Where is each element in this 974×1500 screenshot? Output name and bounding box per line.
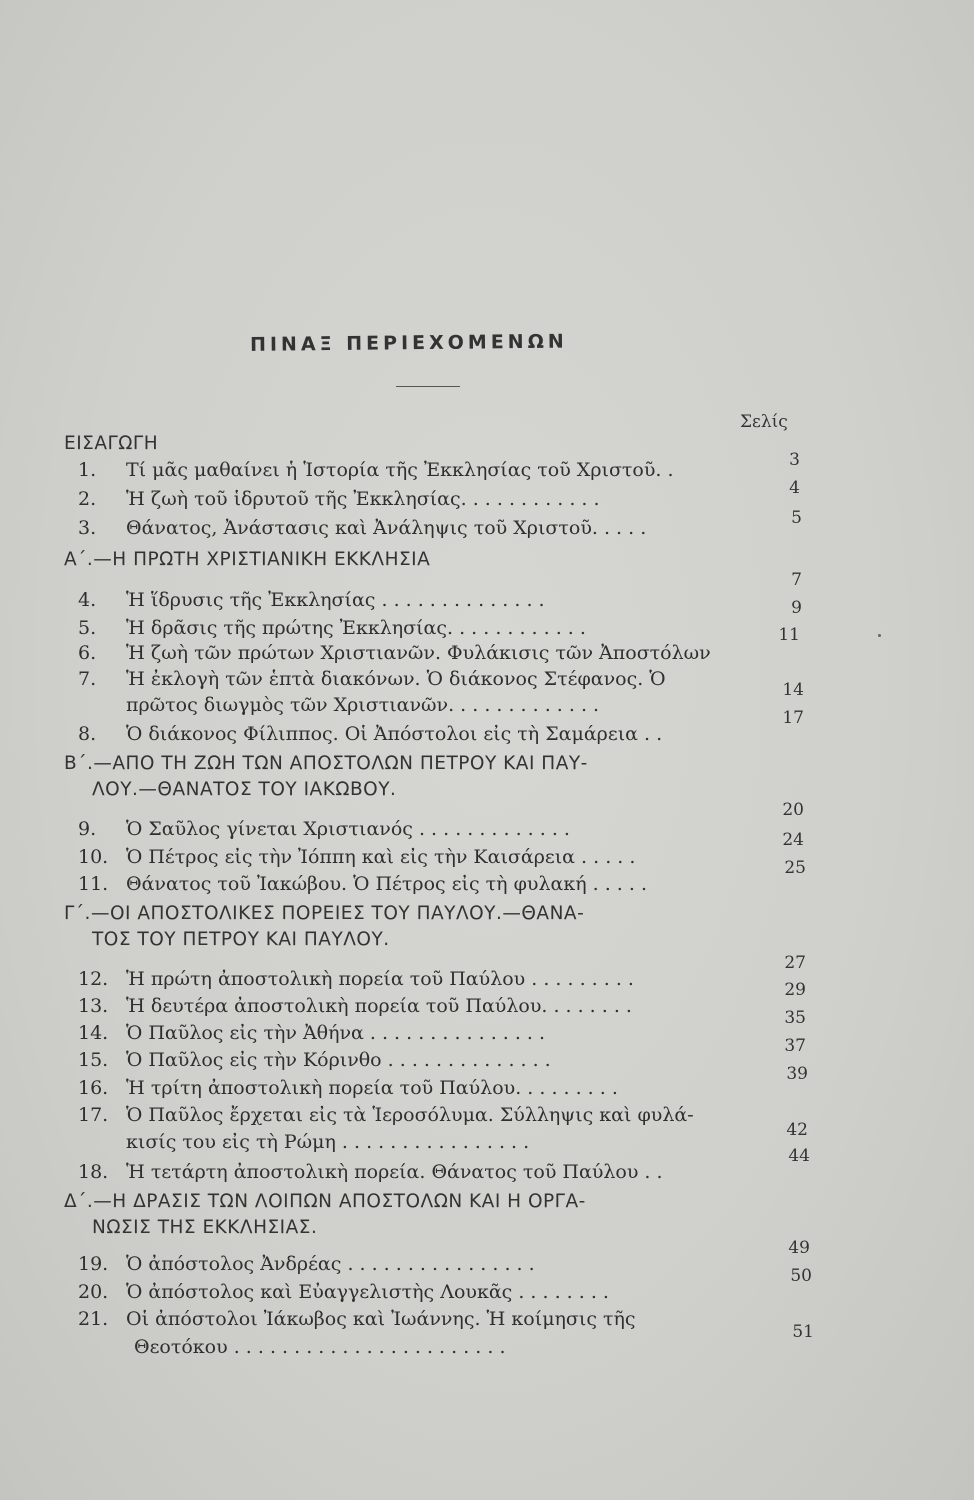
entry-number: 4. [78, 589, 97, 611]
dust-speck [878, 634, 881, 637]
entry-text: Ἡ δρᾶσις τῆς πρώτης Ἐκκλησίας. . . . . . . . . . . . [126, 617, 586, 639]
section-heading-b-cont: ΛΟΥ.—ΘΑΝΑΤΟΣ ΤΟΥ ΙΑΚΩΒΟΥ. [92, 779, 397, 800]
entry-text: Ὁ ἀπόστολος καὶ Εὐαγγελιστὴς Λουκᾶς . . . . . . . . [126, 1281, 609, 1303]
entry-text: πρῶτος διωγμὸς τῶν Χριστιανῶν. . . . . . . . . . . . . [126, 694, 600, 716]
entry-page: 17 [782, 708, 804, 728]
toc-entry [78, 1076, 618, 1100]
toc-entry [78, 872, 647, 896]
entry-text: Ἡ ἵδρυσις τῆς Ἐκκλησίας . . . . . . . . . . . . . . [126, 589, 545, 611]
toc-entry [78, 994, 632, 1018]
entry-page: 35 [784, 1008, 806, 1028]
toc-entry [78, 1160, 663, 1184]
entry-text: Ἡ πρώτη ἀποστολικὴ πορεία τοῦ Παύλου . . . . . . . . . [126, 968, 634, 990]
entry-number: 9. [78, 818, 97, 840]
section-heading-d-cont: ΝΩΣΙΣ ΤΗΣ ΕΚΚΛΗΣΙΑΣ. [92, 1217, 318, 1238]
toc-entry [78, 1103, 694, 1127]
toc-entry [78, 1252, 535, 1276]
entry-text: Θεοτόκου . . . . . . . . . . . . . . . . . . . . . . . [134, 1336, 506, 1358]
toc-entry-continuation [134, 1335, 506, 1359]
section-heading-intro: ΕΙΣΑΓΩΓΗ [64, 433, 159, 454]
toc-entry [78, 845, 635, 869]
entry-text: Ὁ Πέτρος εἰς τὴν Ἰόππη καὶ εἰς τὴν Καισάρεια . . . . . [126, 846, 636, 868]
entry-page: 24 [782, 830, 804, 850]
toc-entry [78, 616, 586, 640]
toc-entry [78, 641, 711, 665]
entry-text: Τί μᾶς μαθαίνει ἡ Ἱστορία τῆς Ἐκκλησίας τοῦ Χριστοῦ. . [126, 459, 674, 481]
entry-number: 6. [78, 642, 97, 664]
section-heading-a: Α΄.—Η ΠΡΩΤΗ ΧΡΙΣΤΙΑΝΙΚΗ ΕΚΚΛΗΣΙΑ [64, 549, 431, 570]
entry-page: 39 [786, 1064, 808, 1084]
entry-text: Ἡ δευτέρα ἀποστολικὴ πορεία τοῦ Παύλου. . . . . . . . [126, 995, 632, 1017]
section-heading-d: Δ΄.—Η ΔΡΑΣΙΣ ΤΩΝ ΛΟΙΠΩΝ ΑΠΟΣΤΟΛΩΝ ΚΑΙ Η ΟΡΓΑ- [64, 1191, 586, 1212]
entry-number: 13. [78, 995, 109, 1017]
entry-number: 20. [78, 1281, 109, 1303]
page-title: ΠΙΝΑΞ ΠΕΡΙΕΧΟΜΕΝΩΝ [249, 330, 568, 356]
entry-text: κισίς του εἰς τὴ Ρώμη . . . . . . . . . . . . . . . . [126, 1131, 530, 1153]
entry-text: Ὁ Παῦλος εἰς τὴν Ἀθήνα . . . . . . . . . . . . . . . [126, 1022, 546, 1044]
entry-number: 17. [78, 1104, 109, 1126]
section-heading-c-cont: ΤΟΣ ΤΟΥ ΠΕΤΡΟΥ ΚΑΙ ΠΑΥΛΟΥ. [92, 929, 390, 950]
entry-text: Θάνατος τοῦ Ἰακώβου. Ὁ Πέτρος εἰς τὴ φυλακή . . . . . [126, 873, 647, 895]
toc-entry-continuation [126, 693, 599, 717]
entry-page: 3 [789, 450, 800, 470]
entry-text: Ἡ τρίτη ἀποστολικὴ πορεία τοῦ Παύλου. . . . . . . . . [126, 1077, 618, 1099]
toc-entry [78, 1048, 551, 1072]
toc-entry [78, 1021, 545, 1045]
entry-page: 11 [778, 625, 800, 645]
entry-text: Θάνατος, Ἀνάστασις καὶ Ἀνάληψις τοῦ Χριστοῦ. . . . . [126, 517, 647, 539]
toc-entry [78, 487, 600, 511]
toc-entry [78, 1307, 636, 1331]
entry-text: Ὁ Παῦλος ἔρχεται εἰς τὰ Ἱεροσόλυμα. Σύλληψις καὶ φυλά- [126, 1104, 694, 1126]
entry-number: 19. [78, 1253, 109, 1275]
entry-text: Ὁ Παῦλος εἰς τὴν Κόρινθο . . . . . . . . . . . . . . [126, 1049, 551, 1071]
entry-number: 15. [78, 1049, 109, 1071]
toc-entry [78, 458, 674, 482]
entry-number: 7. [78, 668, 97, 690]
entry-page: 20 [782, 800, 804, 820]
entry-text: Ἡ ζωὴ τῶν πρώτων Χριστιανῶν. Φυλάκισις τῶν Ἀποστόλων [126, 642, 711, 664]
entry-page: 37 [784, 1036, 806, 1056]
entry-number: 2. [78, 488, 97, 510]
entry-number: 11. [78, 873, 109, 895]
entry-page: 42 [786, 1120, 808, 1140]
toc-entry-continuation [126, 1130, 529, 1154]
entry-text: Ὁ διάκονος Φίλιππος. Οἱ Ἀπόστολοι εἰς τὴ Σαμάρεια . . [126, 723, 663, 745]
entry-text: Οἱ ἀπόστολοι Ἰάκωβος καὶ Ἰωάννης. Ἡ κοίμησις τῆς [126, 1308, 636, 1330]
entry-text: Ἡ ἐκλογὴ τῶν ἑπτὰ διακόνων. Ὁ διάκονος Στέφανος. Ὁ [126, 668, 666, 690]
entry-page: 5 [791, 508, 802, 528]
entry-number: 5. [78, 617, 97, 639]
entry-number: 16. [78, 1077, 109, 1099]
entry-number: 21. [78, 1308, 109, 1330]
entry-number: 3. [78, 517, 97, 539]
toc-entry [78, 1280, 609, 1304]
entry-page: 7 [791, 570, 802, 590]
entry-text: Ὁ Σαῦλος γίνεται Χριστιανός . . . . . . . . . . . . . [126, 818, 570, 840]
toc-entry [78, 516, 646, 540]
toc-entry [78, 967, 634, 991]
entry-number: 1. [78, 459, 97, 481]
entry-number: 8. [78, 723, 97, 745]
entry-text: Ἡ τετάρτη ἀποστολικὴ πορεία. Θάνατος τοῦ Παύλου . . [126, 1161, 663, 1183]
entry-page: 44 [788, 1146, 810, 1166]
entry-page: 9 [791, 598, 802, 618]
entry-text: Ὁ ἀπόστολος Ἀνδρέας . . . . . . . . . . . . . . . . [126, 1253, 535, 1275]
toc-entry [78, 667, 666, 691]
entry-number: 10. [78, 846, 109, 868]
page-column-header: Σελίς [740, 412, 788, 432]
entry-page: 27 [784, 953, 806, 973]
toc-entry [78, 588, 545, 612]
entry-page: 51 [792, 1322, 814, 1342]
entry-page: 14 [782, 680, 804, 700]
entry-number: 14. [78, 1022, 109, 1044]
entry-page: 25 [784, 858, 806, 878]
toc-entry [78, 722, 662, 746]
entry-page: 4 [789, 478, 800, 498]
entry-text: Ἡ ζωὴ τοῦ ἱδρυτοῦ τῆς Ἐκκλησίας. . . . . . . . . . . . [126, 488, 600, 510]
entry-page: 50 [790, 1266, 812, 1286]
toc-entry [78, 817, 570, 841]
entry-page: 29 [784, 980, 806, 1000]
entry-number: 12. [78, 968, 109, 990]
section-heading-b: Β΄.—ΑΠΟ ΤΗ ΖΩΗ ΤΩΝ ΑΠΟΣΤΟΛΩΝ ΠΕΤΡΟΥ ΚΑΙ ΠΑΥ- [64, 753, 588, 774]
section-heading-c: Γ΄.—ΟΙ ΑΠΟΣΤΟΛΙΚΕΣ ΠΟΡΕΙΕΣ ΤΟΥ ΠΑΥΛΟΥ.—ΘΑΝΑ- [64, 903, 585, 924]
entry-page: 49 [788, 1238, 810, 1258]
entry-number: 18. [78, 1161, 109, 1183]
